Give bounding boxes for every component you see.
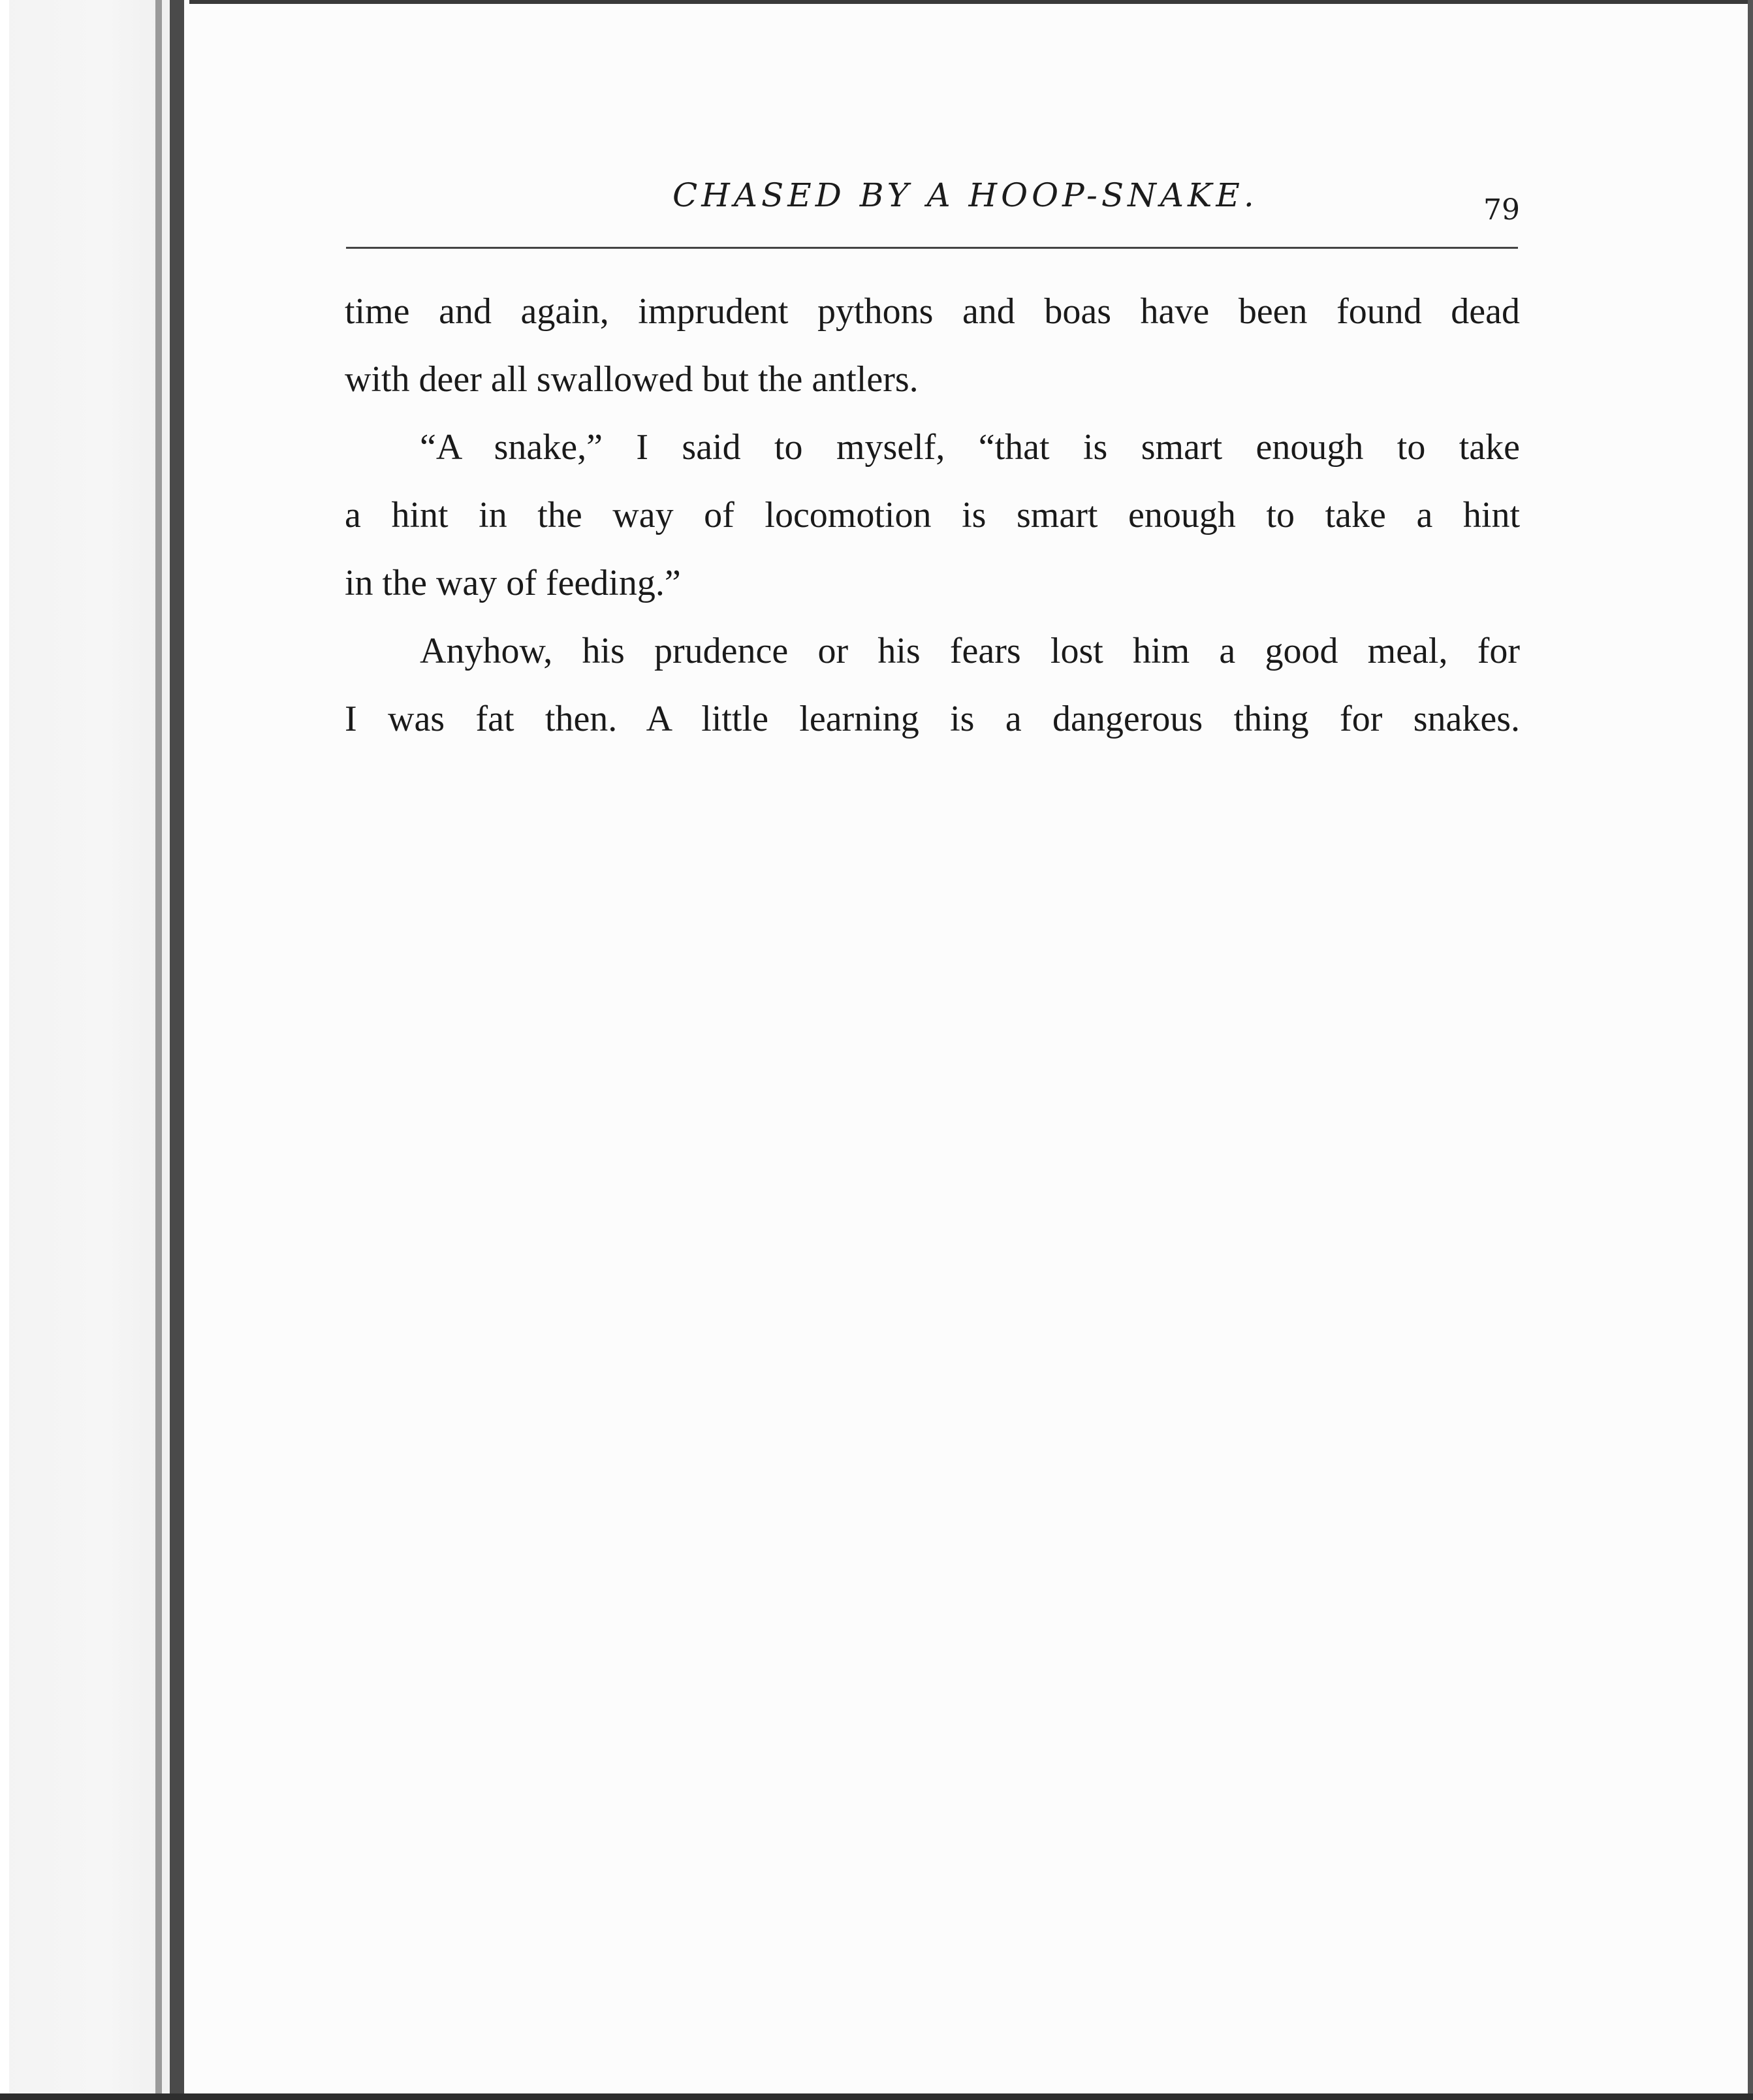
bottom-scan-border [0, 2093, 1753, 2100]
text-line: time and again, imprudent pythons and boas have been found dead [345, 291, 1520, 332]
paragraph [345, 413, 1520, 617]
running-head: CHASED BY A HOOP-SNAKE. [672, 176, 1258, 214]
page-number: 79 [1483, 193, 1520, 227]
binding-gutter [0, 0, 176, 2100]
paragraph [345, 617, 1520, 753]
top-scan-border [189, 0, 1753, 4]
text-line: “A snake,” I said to myself, “that is smart enough to take [420, 427, 1520, 468]
header-rule [346, 247, 1518, 249]
right-scan-border [1748, 0, 1753, 2100]
paragraph [345, 278, 1520, 413]
text-line: with deer all swallowed but the antlers. [345, 359, 919, 400]
text-line: Anyhow, his prudence or his fears lost him a good meal, for [420, 631, 1520, 671]
text-line: a hint in the way of locomotion is smart enough to take a hint [345, 495, 1520, 535]
binding-edge [170, 0, 184, 2100]
binding-shadow [155, 0, 162, 2100]
text-line: in the way of feeding.” [345, 563, 681, 603]
scan-margin [0, 0, 9, 2100]
body-text [345, 278, 1520, 753]
text-line: I was fat then. A little learning is a dangerous thing for snakes. [345, 699, 1520, 739]
